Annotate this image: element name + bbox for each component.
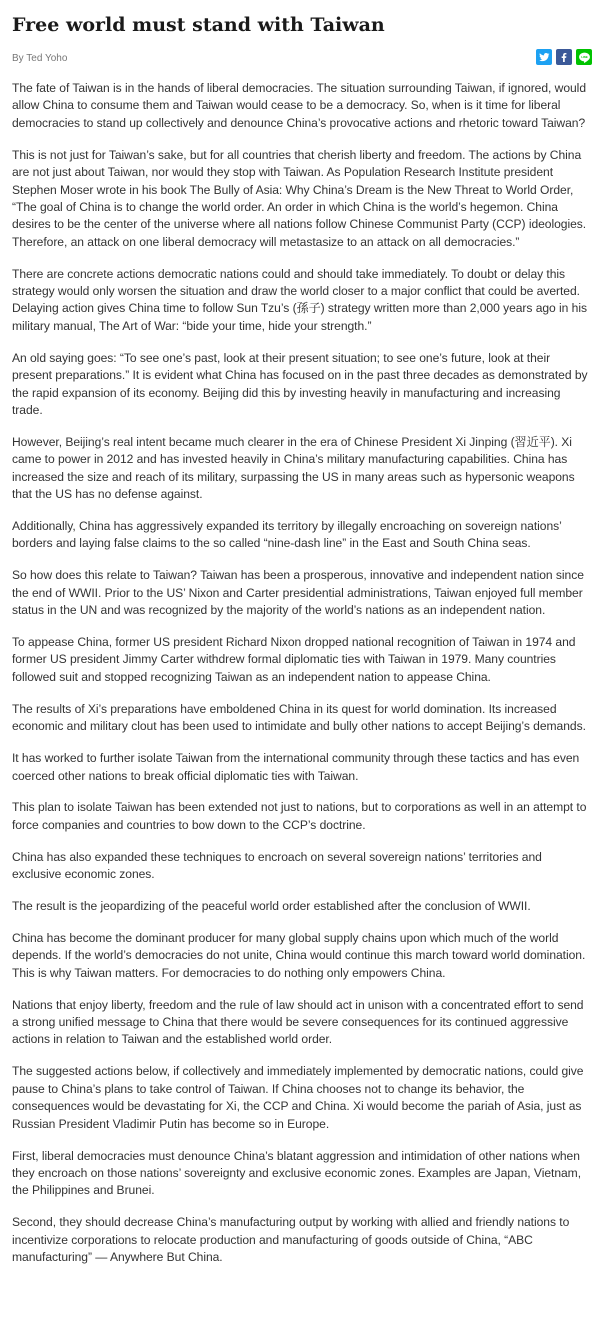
paragraph: First, liberal democracies must denounce China’s blatant aggression and intimidation of other nations when they encroach on those nations’ sovereignty and exclusive economic zones. Examples are Japan, Vietnam, the Philippines and Brunei. — [12, 1148, 582, 1198]
byline-row — [12, 49, 592, 69]
paragraph: This is not just for Taiwan’s sake, but for all countries that cherish liberty and freedom. The actions by China are not just about Taiwan, nor would they stop with Taiwan. As Population Research Institute president Stephen Moser wrote in his book The Bully of Asia: Why China’s Dream is the New Threat to World Order, “The goal of China is to change the world order. An order in which China is the world’s hegemon. China desires to be the center of the universe where all nations follow Chinese Communist Party (CCP) ideologies. Therefore, an attack on one liberal democracy will metastasize to an attack on all democracies.” — [12, 147, 587, 249]
paragraph: This plan to isolate Taiwan has been extended not just to nations, but to corporations as well in an attempt to force companies and countries to bow down to the CCP’s doctrine. — [12, 800, 587, 832]
article-title: Free world must stand with Taiwan — [12, 14, 385, 36]
paragraph: However, Beijing’s real intent became much clearer in the era of Chinese President Xi Jinping (習近平). Xi came to power in 2012 and has invested heavily in China’s military manufacturing capabilities. China has increased the size and reach of its military, surpassing the US in many areas such as hypersonic weapons that the US has no defense against. — [12, 434, 575, 502]
paragraph: Second, they should decrease China’s manufacturing output by working with allied and friendly nations to incentivize corporations to relocate production and manufacturing of goods outside of China, “ABC manufacturing” — Anywhere But China. — [12, 1215, 570, 1265]
share-buttons — [536, 49, 592, 65]
facebook-icon — [558, 51, 570, 63]
line-share-button[interactable] — [576, 49, 592, 65]
paragraph: The suggested actions below, if collectively and immediately implemented by democratic nations, could give pause to China’s plans to take control of Taiwan. If China chooses not to change its behavior, the consequences would be devastating for Xi, the CCP and China. Xi would become the pariah of Asia, just as Russian President Vladimir Putin has become so in Europe. — [12, 1064, 584, 1131]
paragraph: There are concrete actions democratic nations could and should take immediately. To doubt or delay this strategy would only worsen the situation and draw the world closer to a major conflict that could be averted. Delaying action gives China time to follow Sun Tzu’s (孫子) strategy written more than 2,000 years ago in his military manual, The Art of War: “bide your time, hide your strength.” — [12, 266, 587, 333]
facebook-share-button[interactable] — [556, 49, 572, 65]
svg-text:LINE: LINE — [580, 54, 588, 59]
twitter-share-button[interactable] — [536, 49, 552, 65]
paragraph: The result is the jeopardizing of the peaceful world order established after the conclusion of WWII. — [12, 899, 531, 914]
paragraph: The results of Xi’s preparations have emboldened China in its quest for world domination. Its increased economic and military clout has been used to intimidate and bully other nations to accept Beijing’s demands. — [12, 701, 586, 734]
paragraph: China has become the dominant producer for many global supply chains upon which much of the world depends. If the world’s democracies do not unite, China would continue this march toward world domination. This is why Taiwan matters. For democracies to do nothing only empowers China. — [12, 930, 586, 980]
paragraph: An old saying goes: “To see one’s past, look at their present situation; to see one’s future, look at their present preparations.” It is evident what China has focused on in the past three decades as demonstrated by the rapid expansion of its economy. Beijing did this by investing heavily in manufacturing and increasing trade. — [12, 350, 588, 417]
paragraph: So how does this relate to Taiwan? Taiwan has been a prosperous, innovative and independent nation since the end of WWII. Prior to the US’ Nixon and Carter presidential administrations, Taiwan enjoyed full member status in the UN and was recognized by the majority of the world’s nations as an independent nation. — [12, 568, 584, 618]
paragraph: The fate of Taiwan is in the hands of liberal democracies. The situation surrounding Taiwan, if ignored, would allow China to consume them and Taiwan would cease to be a democracy. So, when is it time for liberal democracies to stand up collectively and denounce China’s provocative actions and rhetoric toward Taiwan? — [12, 81, 586, 130]
paragraph: China has also expanded these techniques to encroach on several sovereign nations’ territories and exclusive economic zones. — [12, 849, 542, 882]
paragraph: It has worked to further isolate Taiwan from the international community through these tactics and has even coerced other nations to break official diplomatic ties with Taiwan. — [12, 751, 580, 783]
author-byline: By Ted Yoho — [12, 53, 68, 64]
paragraph: Additionally, China has aggressively expanded its territory by illegally encroaching on sovereign nations’ borders and laying false claims to the so called “nine-dash line” in the East and South China seas. — [12, 519, 562, 551]
paragraph: Nations that enjoy liberty, freedom and the rule of law should act in unison with a concentrated effort to send a strong unified message to China that there would be severe consequences for its continued aggressive actions in relation to Taiwan and the established world order. — [12, 997, 584, 1047]
twitter-icon — [538, 51, 550, 63]
line-icon — [578, 51, 591, 64]
paragraph: To appease China, former US president Richard Nixon dropped national recognition of Taiwan in 1974 and former US president Jimmy Carter withdrew formal diplomatic ties with Taiwan in 1979. Many countries followed suit and stopped recognizing Taiwan as an independent nation to appease China. — [12, 635, 576, 684]
article-body — [12, 80, 592, 1281]
